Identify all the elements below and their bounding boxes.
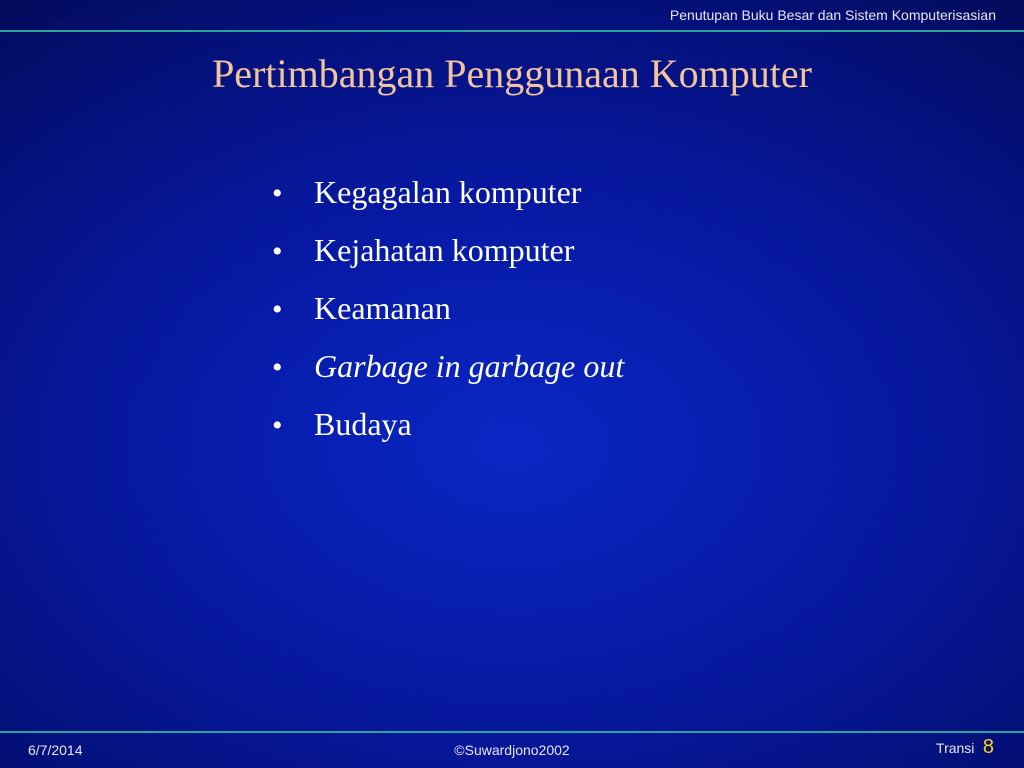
- bullet-item: [272, 348, 624, 406]
- header-divider: [0, 30, 1024, 32]
- bullet-item: [272, 232, 624, 290]
- footer-divider: [0, 731, 1024, 733]
- bullet-text: Budaya: [314, 406, 412, 442]
- bullet-text: Garbage in garbage out: [314, 348, 625, 384]
- footer-page-number: 8: [982, 736, 994, 758]
- footer-date: 6/7/2014: [28, 742, 83, 758]
- bullet-item: [272, 406, 624, 464]
- bullet-icon: •: [272, 177, 283, 210]
- slide-title: Pertimbangan Penggunaan Komputer: [212, 51, 812, 96]
- bullet-text: Keamanan: [314, 290, 451, 326]
- bullet-icon: •: [272, 293, 283, 326]
- footer-slide-counter: [936, 736, 994, 759]
- footer-copyright: ©Suwardjono2002: [454, 742, 570, 758]
- bullet-icon: •: [272, 351, 283, 384]
- bullet-item: [272, 290, 624, 348]
- bullet-icon: •: [272, 409, 283, 442]
- bullet-text: Kejahatan komputer: [314, 232, 575, 268]
- footer-transi-label: Transi: [936, 740, 975, 756]
- bullet-text: Kegagalan komputer: [314, 174, 582, 210]
- bullet-list: [272, 174, 624, 464]
- bullet-icon: •: [272, 235, 283, 268]
- header-course-title: Penutupan Buku Besar dan Sistem Komputerisasian: [669, 7, 996, 23]
- bullet-item: [272, 174, 624, 232]
